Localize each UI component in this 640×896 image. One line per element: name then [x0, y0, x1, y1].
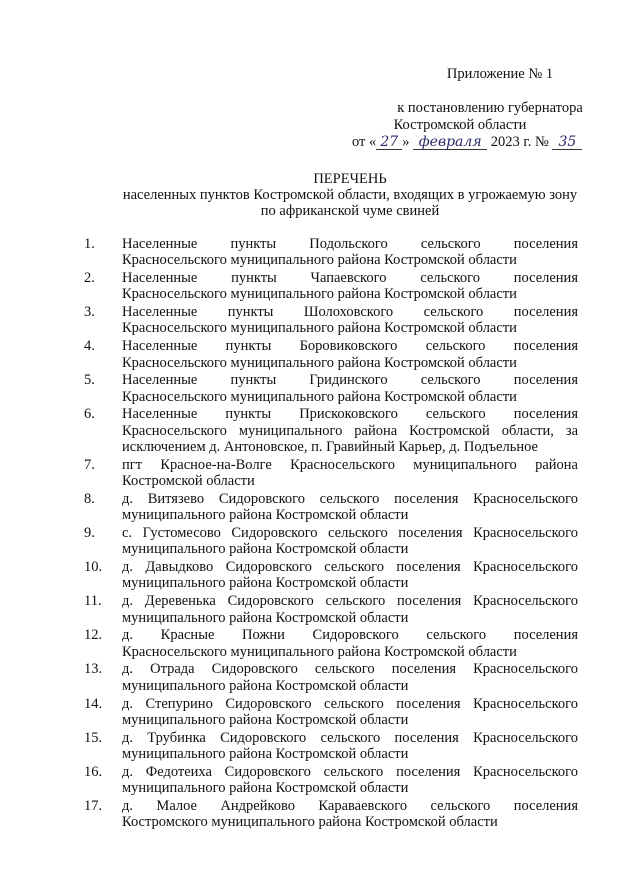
- list-item: [84, 593, 578, 626]
- date-year: 2023 г. №: [490, 134, 549, 150]
- list-item: [84, 270, 578, 303]
- list-item-text-continuation: Красносельского муниципального района Костромской области: [122, 354, 517, 371]
- list-item-text-continuation: муниципального района Костромской области: [122, 745, 409, 762]
- list-item-text-continuation: Костромского муниципального района Костромской области: [122, 814, 498, 831]
- list-item-number: 14.: [84, 695, 103, 712]
- appendix-label: Приложение № 1: [446, 66, 554, 82]
- date-prefix: от «: [352, 134, 377, 150]
- list-item-text-continuation: Красносельского муниципального района Костромской области: [122, 252, 517, 269]
- list-item-text-first-line: Населенные пункты Гридинского сельского поселения: [122, 372, 578, 389]
- list-item-number: 3.: [84, 304, 95, 321]
- list-item-text-first-line: Населенные пункты Подольского сельского поселения: [122, 236, 578, 252]
- list-item: [84, 525, 578, 558]
- list-item: [84, 491, 578, 524]
- decree-reference-line1: к постановлению губернатора: [397, 100, 583, 116]
- list-item-text-first-line: с. Густомесово Сидоровского сельского поселения Красносельского: [122, 525, 578, 542]
- list-item-number: 4.: [84, 338, 95, 355]
- list-item-number: 11.: [84, 593, 102, 610]
- list-item-text-continuation: Красносельского муниципального района Костромской области: [122, 286, 517, 303]
- settlements-list: [84, 236, 578, 832]
- list-item-text-first-line: д. Трубинка Сидоровского сельского поселения Красносельского: [122, 729, 578, 746]
- list-item: [84, 304, 578, 337]
- list-item-text-first-line: д. Витязево Сидоровского сельского поселения Красносельского: [122, 490, 578, 507]
- list-item-text-continuation: Красносельского муниципального района Костромской области, за исключением д. Антоновское, п. Гравийный Карьер, д. Подъельное: [122, 422, 578, 456]
- list-item-text-first-line: д. Деревенька Сидоровского сельского поселения Красносельского: [122, 593, 578, 610]
- list-item-number: 16.: [84, 763, 103, 780]
- handwritten-day: 27: [376, 135, 402, 150]
- list-item-text-continuation: муниципального района Костромской области: [122, 507, 409, 524]
- list-item: [84, 627, 578, 660]
- list-item-text-first-line: д. Степурино Сидоровского сельского поселения Красносельского: [122, 695, 578, 712]
- list-item: [84, 661, 578, 694]
- list-item-number: 12.: [84, 627, 103, 644]
- document-subtitle-line1: населенных пунктов Костромской области, входящих в угрожаемую зону: [122, 187, 578, 203]
- list-item-text-continuation: Красносельского муниципального района Костромской области: [122, 388, 517, 405]
- list-item-text-first-line: пгт Красное-на-Волге Красносельского муниципального района: [122, 456, 578, 473]
- list-item-text-first-line: Населенные пункты Боровиковского сельского поселения: [122, 338, 578, 355]
- document-title: ПЕРЕЧЕНЬ: [313, 171, 387, 187]
- list-item-text-continuation: Костромской области: [122, 473, 255, 490]
- list-item: [84, 236, 578, 269]
- list-item: [84, 338, 578, 371]
- list-item-number: 17.: [84, 797, 103, 814]
- list-item-number: 8.: [84, 490, 95, 507]
- list-item-text-continuation: муниципального района Костромской области: [122, 780, 409, 796]
- list-item-text-first-line: Населенные пункты Прискоковского сельского поселения: [122, 406, 578, 423]
- list-item-number: 15.: [84, 729, 103, 746]
- list-item: [84, 798, 578, 831]
- list-item-text-first-line: Населенные пункты Шолоховского сельского поселения: [122, 304, 578, 321]
- list-item-number: 9.: [84, 525, 95, 542]
- list-item-text-first-line: д. Отрада Сидоровского сельского поселения Красносельского: [122, 661, 578, 678]
- list-item-text-continuation: муниципального района Костромской области: [122, 609, 409, 626]
- list-item-text-continuation: муниципального района Костромской области: [122, 541, 409, 558]
- list-item-text-first-line: Населенные пункты Чапаевского сельского поселения: [122, 270, 578, 287]
- list-item-text-continuation: муниципального района Костромской области: [122, 677, 409, 694]
- list-item: [84, 406, 578, 455]
- decree-reference-line2: Костромской области: [393, 117, 527, 133]
- list-item: [84, 372, 578, 405]
- list-item: [84, 696, 578, 729]
- list-item-text-continuation: Красносельского муниципального района Костромской области: [122, 320, 517, 337]
- list-item-number: 10.: [84, 559, 103, 576]
- list-item-number: 5.: [84, 372, 95, 389]
- list-item: [84, 457, 578, 490]
- list-item-number: 1.: [84, 236, 95, 252]
- decree-date-line: [352, 134, 582, 150]
- list-item-number: 7.: [84, 456, 95, 473]
- list-item: [84, 730, 578, 763]
- list-item-number: 13.: [84, 661, 103, 678]
- list-item-text-first-line: д. Давыдково Сидоровского сельского поселения Красносельского: [122, 559, 578, 576]
- document-subtitle-line2: по африканской чуме свиней: [260, 203, 440, 219]
- date-mid: »: [402, 134, 410, 150]
- list-item-text-first-line: д. Федотеиха Сидоровского сельского поселения Красносельского: [122, 763, 578, 780]
- list-item-number: 2.: [84, 270, 95, 287]
- list-item-text-first-line: д. Малое Андрейково Караваевского сельского поселения: [122, 797, 578, 814]
- list-item-text-first-line: д. Красные Пожни Сидоровского сельского поселения: [122, 627, 578, 644]
- list-item: [84, 559, 578, 592]
- handwritten-decree-number: 35: [552, 135, 582, 150]
- list-item-text-continuation: Красносельского муниципального района Костромской области: [122, 643, 517, 660]
- list-item: [84, 764, 578, 797]
- handwritten-month: февраля: [413, 135, 487, 150]
- list-item-text-continuation: муниципального района Костромской области: [122, 711, 409, 728]
- list-item-text-continuation: муниципального района Костромской области: [122, 575, 409, 592]
- list-item-number: 6.: [84, 406, 95, 423]
